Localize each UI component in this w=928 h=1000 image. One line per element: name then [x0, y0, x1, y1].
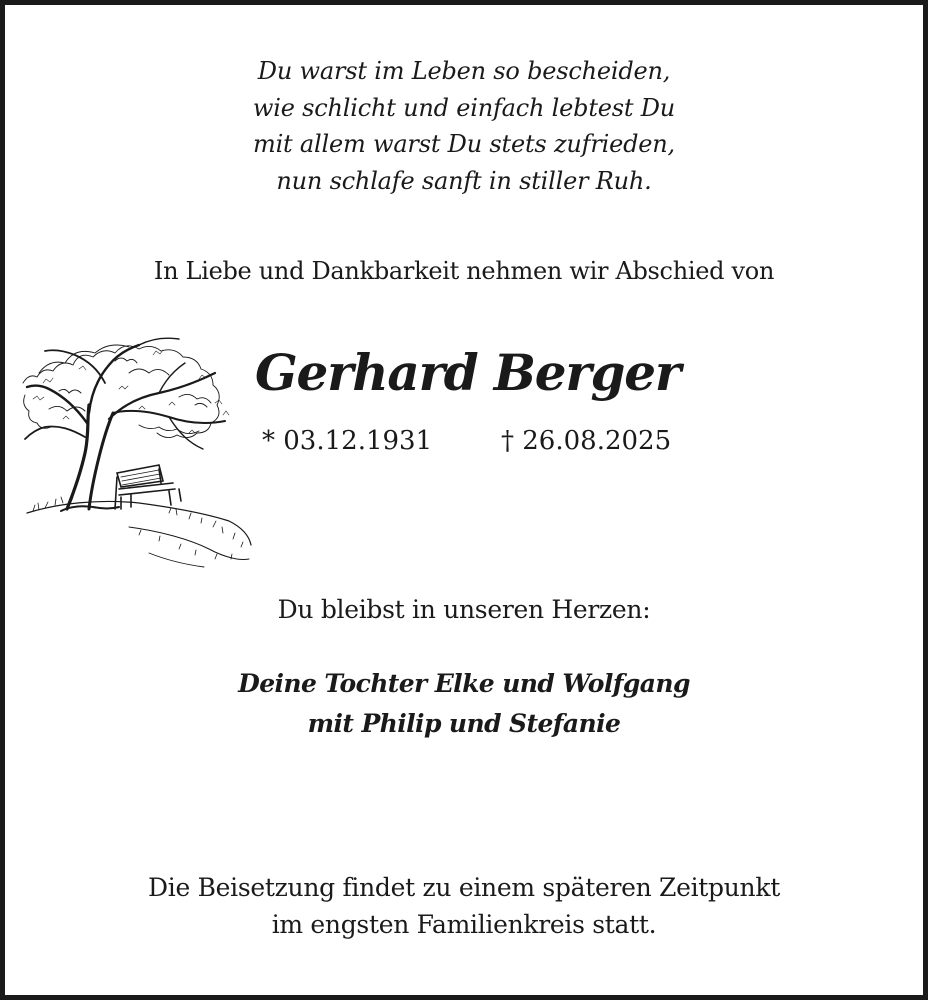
remembrance-line: Du bleibst in unseren Herzen:	[277, 595, 651, 624]
deceased-name: Gerhard Berger	[255, 343, 681, 402]
burial-line: im engsten Familienkreis statt.	[271, 910, 657, 939]
poem-line: mit allem warst Du stets zufrieden,	[253, 130, 675, 158]
family-line: mit Philip und Stefanie	[307, 709, 621, 738]
memorial-poem	[5, 53, 923, 199]
birth-date: * 03.12.1931	[262, 426, 433, 456]
family-signature	[5, 664, 923, 744]
family-line: Deine Tochter Elke und Wolfgang	[238, 669, 690, 698]
burial-notice	[5, 869, 923, 943]
poem-line: nun schlafe sanft in stiller Ruh.	[276, 166, 652, 195]
farewell-intro: In Liebe und Dankbarkeit nehmen wir Abschied von	[153, 257, 775, 285]
tree-and-bench-illustration	[19, 313, 255, 575]
poem-line: wie schlicht und einfach lebtest Du	[252, 93, 676, 122]
poem-line: Du warst im Leben so bescheiden,	[257, 57, 671, 85]
burial-line: Die Beisetzung findet zu einem späteren Zeitpunkt	[148, 873, 780, 902]
death-date: † 26.08.2025	[501, 426, 672, 456]
